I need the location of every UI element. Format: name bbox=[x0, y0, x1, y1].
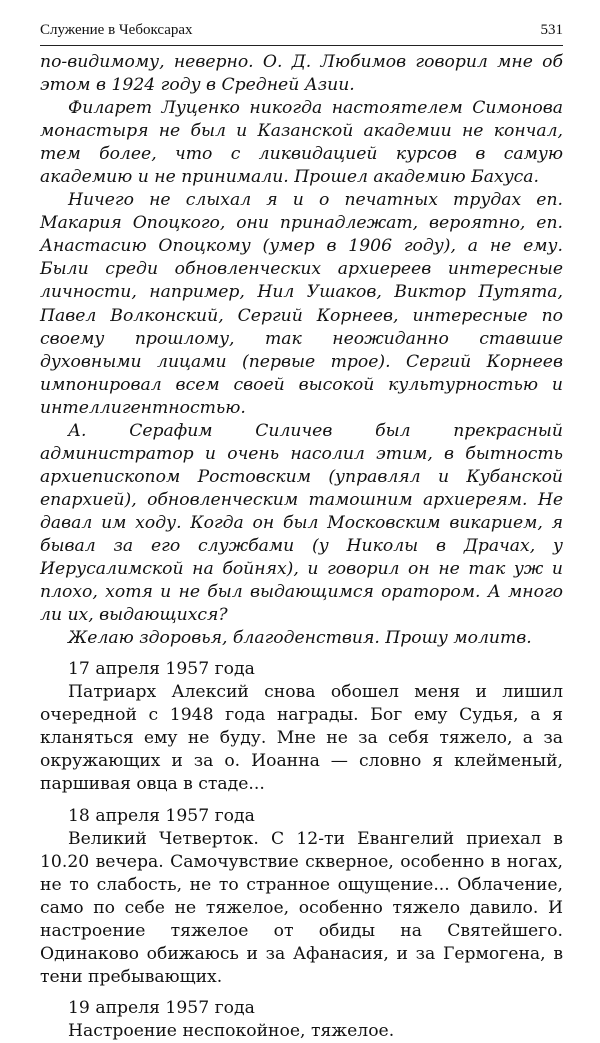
letter-paragraph: по-видимому, неверно. О. Д. Любимов говорил мне об этом в 1924 году в Средней Азии. bbox=[40, 52, 563, 96]
page-number: 531 bbox=[540, 22, 563, 38]
header-rule bbox=[40, 45, 563, 46]
diary-date: 17 апреля 1957 года bbox=[68, 659, 255, 680]
letter-paragraph: Филарет Луценко никогда настоятелем Симонова монастыря не был и Казанской академии не кончал, тем более, что с ликвидацией курсов в самую академию и не принимали. Прошел академию Бахуса. bbox=[40, 98, 563, 188]
letter-paragraph: А. Серафим Силичев был прекрасный администратор и очень насолил этим, в бытность архиепископом Ростовским (управлял и Кубанской епархией), обновленческим тамошним архиереям. Не давал им ходу. Когда он был Московским викарием, я бывал за его службами (у Николы в Драчах, у Иерусалимской на бойнях), и говорил он не так уж и плохо, хотя и не был выдающимся оратором. А много ли их, выдающихся? bbox=[40, 420, 563, 626]
running-title: Служение в Чебоксарах bbox=[40, 22, 193, 38]
page-body bbox=[40, 51, 563, 1043]
diary-date: 18 апреля 1957 года bbox=[68, 805, 255, 826]
letter-excerpt bbox=[40, 51, 563, 650]
diary-text: Настроение неспокойное, тяжелое. bbox=[68, 1020, 395, 1041]
diary-text: Патриарх Алексий снова обошел меня и лишил очередной с 1948 года награды. Бог ему Судья, а я кланяться ему не буду. Мне не за себя тяжело, а за окружающих и за о. Иоанна — словно я клейменый, паршивая овца в стаде... bbox=[40, 682, 563, 795]
letter-paragraph: Желаю здоровья, благоденствия. Прошу молитв. bbox=[68, 628, 532, 649]
letter-paragraph: Ничего не слыхал я и о печатных трудах еп. Макария Опоцкого, они принадлежат, вероятно, еп. Анастасию Опоцкому (умер в 1906 году), а не ему. Были среди обновленческих архиереев интересные личности, например, Нил Ушаков, Виктор Путята, Павел Волконский, Сергий Корнеев, интересные по своему прошлому, так неожиданно ставшие духовными лицами (первые трое). Сергий Корнеев импонировал всем своей высокой культурностью и интеллигентностью. bbox=[40, 190, 563, 418]
diary-date: 19 апреля 1957 года bbox=[68, 997, 255, 1018]
diary-text: Великий Четверток. С 12-ти Евангелий приехал в 10.20 вечера. Самочувствие скверное, особенно в ногах, не то слабость, не то странное ощущение... Облачение, само по себе не тяжелое, особенно тяжело давило. И настроение тяжелое от обиды на Святейшего. Одинаково обижаюсь и за Афанасия, и за Гермогена, в тени пребывающих. bbox=[40, 828, 563, 987]
